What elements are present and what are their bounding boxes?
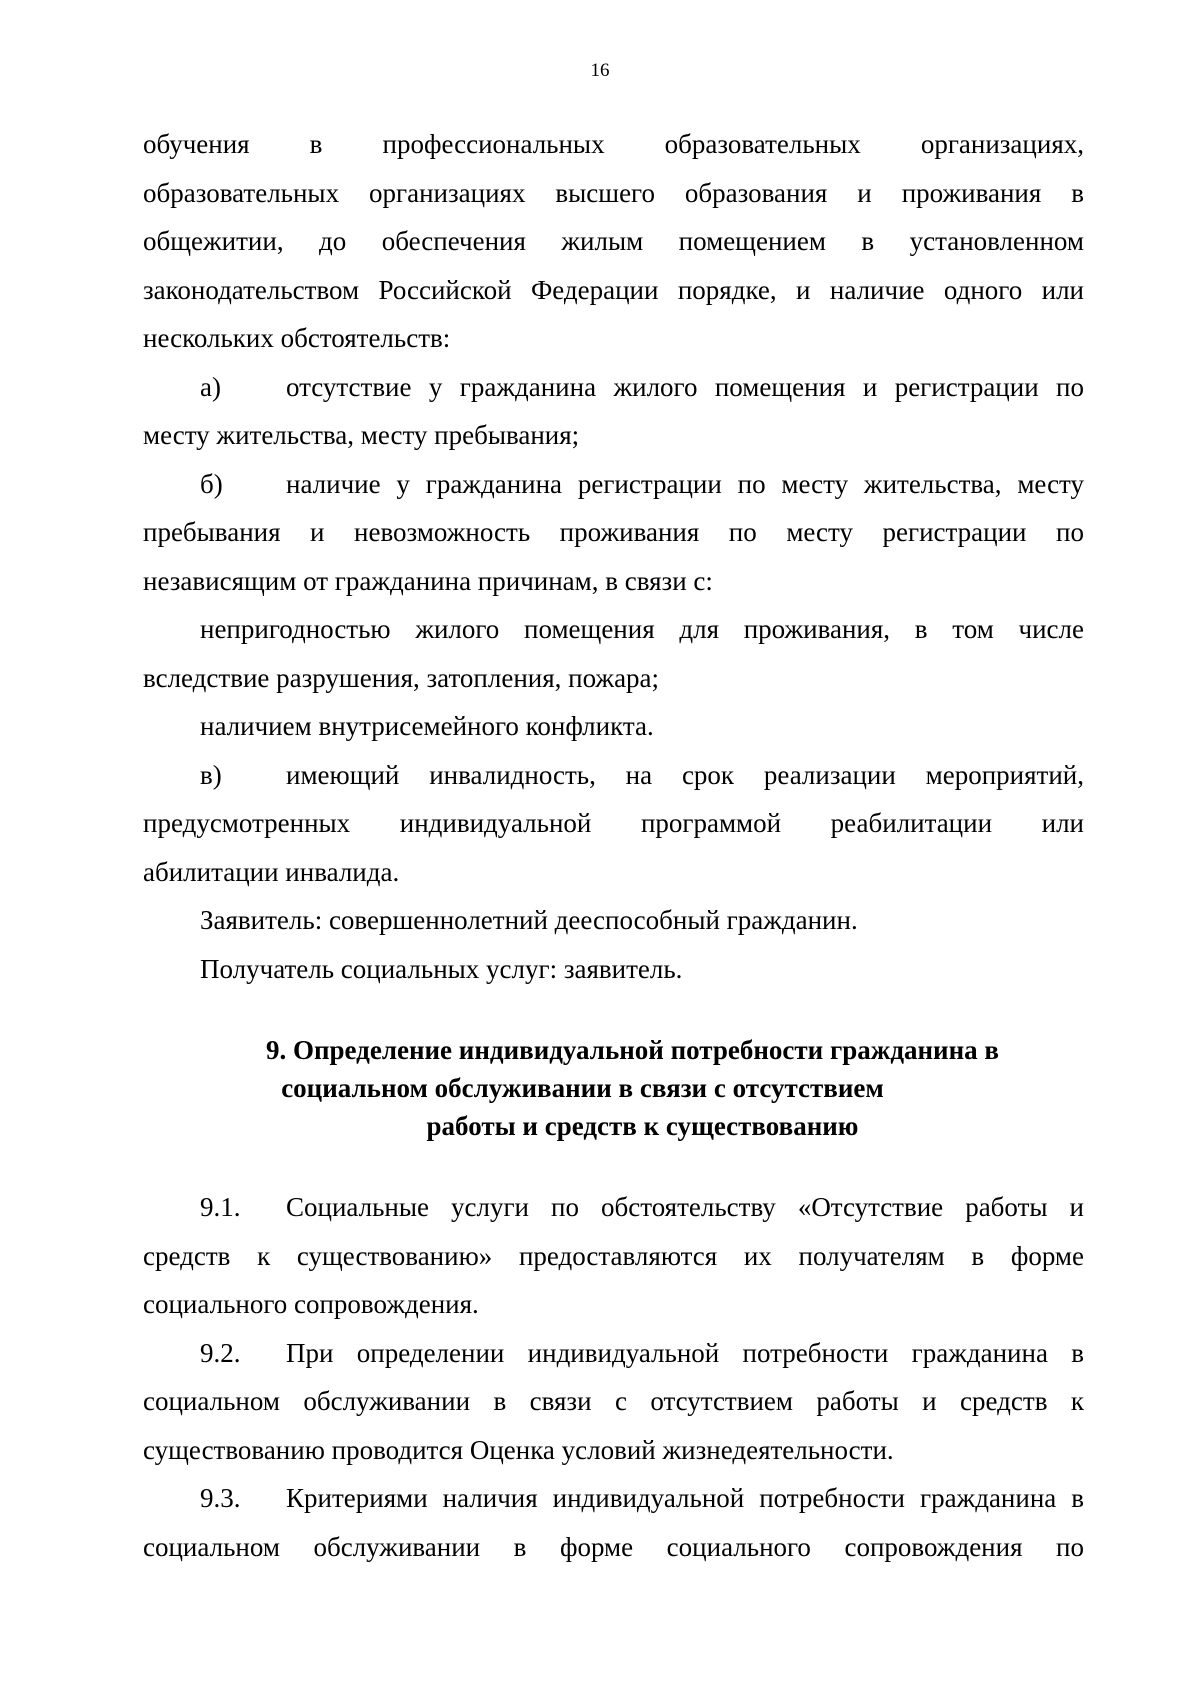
- list-marker-b: б): [200, 468, 223, 499]
- document-body: [143, 120, 1084, 1571]
- paragraph-9-1: [143, 1183, 1084, 1232]
- section-9-title: [143, 1031, 1084, 1145]
- paragraph-9-1-number: 9.1.: [200, 1192, 241, 1222]
- paragraph-9-3-line-2: социальном обслуживании в форме социального сопровождения по: [143, 1531, 1084, 1562]
- list-item-b-line-1: наличие у гражданина регистрации по месту жительства, месту: [286, 468, 1084, 499]
- section-9-title-line-2: социальном обслуживании в связи с отсутствием: [281, 1073, 884, 1103]
- recipient-text: Получатель социальных услуг: заявитель.: [200, 953, 683, 984]
- paragraph-9-3: [143, 1474, 1084, 1523]
- list-item-a: [143, 363, 1084, 412]
- section-9-title-line-1: 9. Определение индивидуальной потребности гражданина в: [265, 1035, 1000, 1065]
- paragraph-9-3-line-1: Критериями наличия индивидуальной потребности гражданина в: [286, 1483, 1084, 1513]
- intro-line-4: законодательством Российской Федерации порядке, и наличие одного или: [143, 274, 1084, 305]
- paragraph-9-1-line-3: социального сопровождения.: [143, 1289, 479, 1319]
- section-9-title-line-3: работы и средств к существованию: [426, 1111, 859, 1141]
- paragraph-9-2-line-3: существованию проводится Оценка условий жизнедеятельности.: [143, 1434, 894, 1465]
- reason-1-line-2: вследствие разрушения, затопления, пожара;: [143, 662, 660, 693]
- paragraph-9-1-line-2: средств к существованию» предоставляются их получателям в форме: [143, 1240, 1084, 1271]
- list-item-a-line-1: отсутствие у гражданина жилого помещения и регистрации по: [286, 371, 1084, 402]
- list-item-a-line-2: месту жительства, месту пребывания;: [143, 420, 580, 450]
- paragraph-9-2-line-2: социальном обслуживании в связи с отсутствием работы и средств к: [143, 1386, 1084, 1416]
- list-item-b-line-2: пребывания и невозможность проживания по месту регистрации по: [143, 517, 1084, 547]
- intro-line-5: нескольких обстоятельств:: [143, 323, 451, 353]
- reason-2: наличием внутрисемейного конфликта.: [200, 711, 654, 741]
- list-item-v-line-2: предусмотренных индивидуальной программой реабилитации или: [143, 808, 1084, 838]
- applicant-text: Заявитель: совершеннолетний дееспособный гражданин.: [200, 905, 858, 935]
- paragraph-9-2: [143, 1329, 1084, 1378]
- paragraph-9-3-number: 9.3.: [200, 1483, 241, 1513]
- intro-line-2: образовательных организациях высшего образования и проживания в: [143, 177, 1084, 208]
- list-item-v-line-1: имеющий инвалидность, на срок реализации мероприятий,: [286, 759, 1084, 790]
- paragraph-9-1-line-1: Социальные услуги по обстоятельству «Отсутствие работы и: [286, 1192, 1084, 1222]
- intro-line-1: обучения в профессиональных образовательных организациях,: [143, 129, 1084, 159]
- list-marker-v: в): [200, 759, 222, 790]
- list-item-b-line-3: независящим от гражданина причинам, в связи с:: [143, 565, 713, 596]
- list-item-b: [143, 460, 1084, 509]
- list-marker-a: а): [200, 371, 221, 402]
- list-item-v-line-3: абилитации инвалида.: [143, 856, 400, 887]
- page-number: 16: [590, 60, 610, 81]
- paragraph-9-2-number: 9.2.: [200, 1337, 241, 1368]
- list-item-v: [143, 751, 1084, 800]
- intro-line-3: общежитии, до обеспечения жилым помещением в установленном: [143, 226, 1084, 256]
- reason-1-line-1: непригодностью жилого помещения для проживания, в том числе: [200, 614, 1084, 644]
- paragraph-9-2-line-1: При определении индивидуальной потребности гражданина в: [286, 1337, 1084, 1368]
